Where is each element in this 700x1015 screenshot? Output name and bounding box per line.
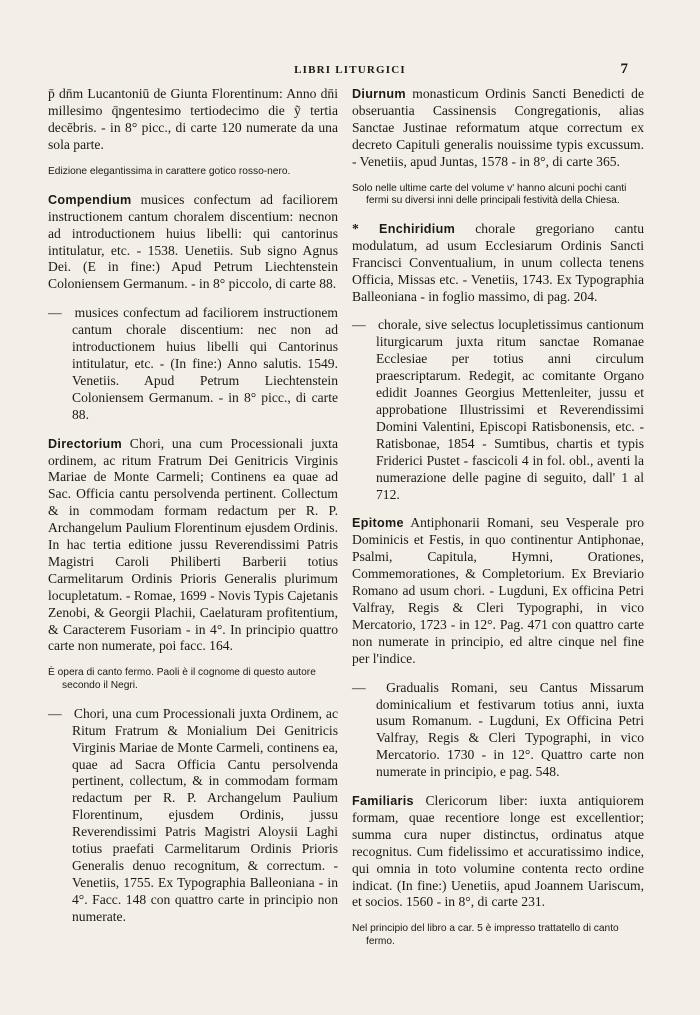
bibliographic-entry (48, 305, 338, 423)
bibliographic-note: Nel principio del libro a car. 5 è impresso trattatello di canto fermo. (352, 923, 619, 947)
entry-headword: Enchiridium (379, 221, 456, 236)
entry-text: Gradualis Romani, seu Cantus Missarum dominicalium et festivarum totius anni, iuxta usum Romanum. - Lugduni, Ex Officina Petri Valfray, Regis & Cleri Typographi, in vico Mercatorio. 1730 - in 12°. Quattro carte non numerate in principio, e pag. 548. (374, 679, 644, 780)
running-head (0, 61, 700, 80)
entry-text: chorale, sive selectus locupletissimus cantionum liturgicarum juxta ritum sanctae Romanae Ecclesiae per totius anni circulum praescriptarum. Redegit, ac comitante Organo edidit Joannes Georgius Mettenleiter, jussu et approbatione Illustrissimi et Reverendissimi Domini Valentini, Episcopi Ratisbonensis, etc. - Ratisbonae, 1854 - Sumtibus, chartis et typis Friderici Pustet - fascicoli 4 in fol. obl., aventi la numerazione delle pagine di seguito, dall' 1 al 712. (374, 317, 644, 502)
asterisk-mark: * (352, 220, 379, 236)
entry-headword: Compendium (48, 192, 132, 207)
bibliographic-entry (352, 793, 644, 911)
entry-text: monasticum Ordinis Sancti Benedicti de obseruantia Cassinensis Congregationis, alias Sanctae Justinae reformatum atque correctum ex decreto Capituli generalis nouissime typis excussum. - Venetiis, apud Juntas, 1578 - in 8°, di carte 365. (352, 86, 644, 169)
entry-headword: Familiaris (352, 794, 414, 809)
bibliographic-note: È opera di canto fermo. Paoli è il cognome di questo autore secondo il Negri. (48, 667, 316, 691)
entry-text: Antiphonarii Romani, seu Vesperale pro Dominicis et Festis, in quo continentur Antiphonae, Psalmi, Capitula, Hymni, Orationes, Commemorationes, & Completorium. Ex Breviario Romano ad usum chori. - Lugduni, Ex officina Petri Valfray, Regis & Cleri Typographi, in vico Mercatorio, 1723 - in 12°. Pag. 471 con quattro carte non numerate in principio, ed altre cinque nel fine per l'indice. (352, 515, 644, 666)
entry-headword: Directorium (48, 436, 122, 451)
repeat-dash: — (48, 305, 62, 321)
left-column (48, 86, 338, 938)
repeat-dash: — (352, 679, 366, 695)
entry-text: Chori, una cum Processionali juxta ordinem, ac ritum Fratrum Dei Genitricis Virginis Mariae de Monte Carmeli; Continens ea quae ad Sac. Officia cantu persolvenda pertinent. Collectum & in commodam formam redactum per R. P. Archangelum Paulium Florentinum ejusdem Ordinis. In hac tertia editione jussu Reverendissimi Patris Magistri Caroli Philiberti Barberii totius Carmelitarum Ordinis Prioris Generalis plurimum locupletatum. - Romae, 1699 - Novis Typis Cajetanis Zenobi, & Georgii Plachii, Caelaturam profitentium, & Caracterem Fusoriam - in 4°. In principio quattro carte non numerate, poi facc. 164. (48, 435, 338, 654)
bibliographic-entry (352, 317, 644, 503)
bibliographic-entry (352, 86, 644, 171)
entry-text: p̄ dn̄m Lucantoniū de Giunta Florentinum: Anno dn̄i millesimo q̄ngentesimo tertiodecimo die ỹ tertia decēbris. - in 8° picc., di carte 120 numerate da una sola parte. (48, 86, 338, 152)
bibliographic-entry (352, 221, 644, 306)
entry-text: chorale gregoriano cantu modulatum, ad usum Ecclesiarum Ordinis Sancti Francisci Conventualium, in unum collecta tenens Officia, Missas etc. - Venetiis, 1743. Ex Typographia Balleoniana - in foglio massimo, di pag. 204. (352, 220, 644, 304)
entry-text: Clericorum liber: iuxta antiquiorem formam, quae recentiore longe est excellentior; summa cura nuper distinctus, ordinatus atque recognitus. Cum fidelissimo et accuratissimo indice, qui omnia in toto volumine contenta recto ordine indicat. (In fine:) Uenetiis, apud Joannem Uariscum, et socios. 1560 - in 8°, di carte 231. (352, 793, 644, 910)
bibliographic-entry (48, 436, 338, 656)
bibliographic-note: Edizione elegantissima in carattere gotico rosso-nero. (48, 165, 291, 177)
bibliographic-note: Solo nelle ultime carte del volume v' hanno alcuni pochi canti fermi su diversi inni delle principali festività della Chiesa. (352, 182, 627, 206)
bibliographic-entry (352, 680, 644, 781)
bibliographic-entry (48, 706, 338, 926)
entry-headword: Diurnum (352, 87, 406, 101)
entry-text: musices confectum ad faciliorem instructionem cantum choralem discentium: necnon ad introductionem huius libelli: qui cantorinus intitulatur, etc. - 1538. Uenetiis. Sub signo Agnus Dei. (E in fine:) Apud Petrum Liechtenstein Coloniensem Germanum. - in 8° piccolo, di carte 88. (48, 191, 338, 292)
running-title: LIBRI LITURGICI (294, 64, 406, 76)
entry-text: musices confectum ad faciliorem instructionem cantum chorale discentium: nec non ad introductionem huius libelli qui Cantorinus intitulatur, etc. - (In fine:) Anno salutis. 1549. Venetiis. Apud Petrum Liechtenstein Coloniensem Germanum. - in 8° picc., di carte 88. (70, 305, 338, 422)
page-number: 7 (620, 61, 628, 77)
repeat-dash: — (352, 317, 366, 333)
bibliographic-entry (48, 192, 338, 293)
entry-continuation (48, 86, 338, 154)
bibliographic-entry (352, 515, 644, 667)
repeat-dash: — (48, 705, 62, 721)
entry-headword: Epitome (352, 516, 404, 531)
entry-text: Chori, una cum Processionali juxta Ordinem, ac Ritum Fratrum & Monialium Dei Genitricis Virginis Mariae de Monte Carmeli, continens ea, quae ad Sacra Officia Cantu persolvenda pertinent, collectum, & in commodam formam redactum per R. P. Archangelum Paulium Florentinum, ejusdem Ordinis, jussu Reverendissimi Patris Magistri Aloysii Laghi totius praefati Carmelitarum Ordinis Prioris Generalis denuo recognitum, & correctum. - Venetiis, 1755. Ex Typographia Balleoniana - in 4°. Facc. 148 con quattro carte in principio non numerate. (70, 705, 338, 924)
right-column (352, 86, 644, 962)
